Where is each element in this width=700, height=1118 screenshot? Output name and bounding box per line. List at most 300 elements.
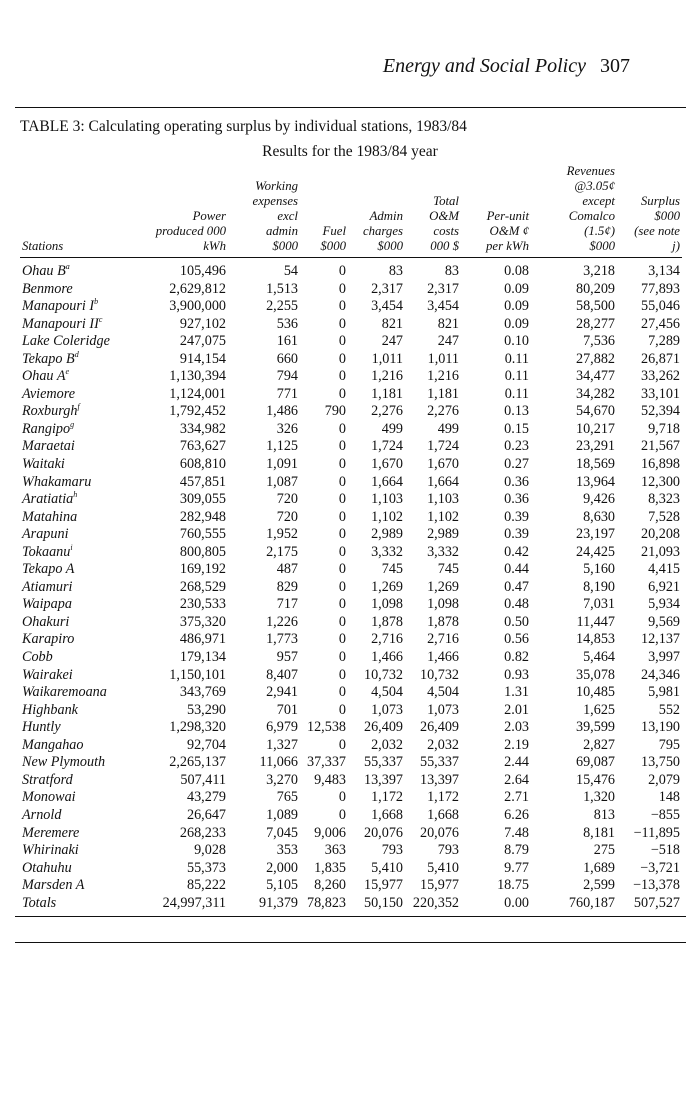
table-cell: 20,076 [363, 824, 403, 841]
table-cell: −518 [650, 842, 680, 859]
table-cell: 13,750 [640, 754, 680, 771]
table-cell: 2.64 [504, 771, 529, 788]
footnote-marker: f [77, 402, 80, 412]
table-cell: 58,500 [575, 298, 615, 315]
station-label: Mangahao [22, 736, 84, 753]
table-cell: 247 [437, 333, 459, 350]
table-cell: 55,046 [640, 298, 680, 315]
table-cell: 39,599 [575, 719, 615, 736]
table-row [20, 877, 682, 895]
table-cell: 1,216 [371, 368, 403, 385]
station-label: New Plymouth [22, 754, 106, 771]
table-cell: 54,670 [575, 403, 615, 420]
station-name [20, 772, 132, 790]
table-cell: 334,982 [179, 420, 226, 437]
table-cell: 7,289 [648, 333, 680, 350]
table-cell: 795 [658, 736, 680, 753]
table-cell: 0 [338, 473, 346, 490]
table-cell: 1,103 [371, 491, 403, 508]
table-cell: 0.56 [504, 631, 529, 648]
column-header-line: (1.5¢) [584, 224, 615, 238]
table-cell: 247 [381, 333, 403, 350]
station-label: Wairakei [22, 666, 73, 683]
table-row [20, 807, 682, 825]
table-cell: 1,486 [266, 403, 298, 420]
table-cell: 343,769 [179, 684, 226, 701]
column-header-line: Fuel [322, 224, 346, 238]
table-cell: 0.27 [504, 456, 529, 473]
table-row [20, 456, 682, 474]
column-header-line: j) [672, 239, 680, 253]
station-name [20, 895, 132, 913]
table-cell: 1,269 [371, 578, 403, 595]
table-cell: 9,569 [648, 613, 680, 630]
table-cell: 1,216 [427, 368, 459, 385]
table-cell: 375,320 [179, 613, 226, 630]
table-cell: 3,997 [648, 649, 680, 666]
table-row [20, 368, 682, 386]
station-name [20, 614, 132, 632]
table-cell: 507,411 [180, 771, 226, 788]
table-cell: 1,226 [266, 613, 298, 630]
table-cell: 1,172 [371, 789, 403, 806]
footnote-marker: a [65, 262, 70, 271]
table-cell: 608,810 [179, 456, 226, 473]
table-cell: 1,835 [314, 859, 346, 876]
table-cell: 765 [276, 789, 298, 806]
station-label: Ohau B [22, 263, 66, 279]
table-cell: 353 [276, 842, 298, 859]
table-cell: 821 [437, 315, 459, 332]
station-label: Stratford [22, 771, 73, 788]
table-row [20, 258, 682, 281]
table-cell: 763,627 [179, 438, 226, 455]
column-header-line: kWh [203, 239, 226, 253]
table-cell: 8,407 [266, 666, 298, 683]
table-cell: 23,291 [575, 438, 615, 455]
table-cell: 54 [283, 263, 298, 279]
column-header-line: 000 $ [430, 239, 459, 253]
table-cell: 91,379 [258, 894, 298, 911]
table-cell: 3,332 [371, 543, 403, 560]
table-cell: 0 [338, 736, 346, 753]
station-name [20, 509, 132, 527]
table-cell: 552 [658, 701, 680, 718]
station-name [20, 860, 132, 878]
table-cell: 4,415 [648, 561, 680, 578]
table-cell: 77,893 [640, 280, 680, 297]
table-cell: 1,181 [427, 385, 459, 402]
table-cell: 1,011 [371, 350, 403, 367]
column-header-4 [348, 164, 405, 258]
table-cell: 717 [276, 596, 298, 613]
table-cell: 3,218 [583, 263, 615, 279]
table-cell: 0 [338, 333, 346, 350]
table-cell: 8,181 [583, 824, 615, 841]
table-cell: 1,103 [427, 491, 459, 508]
table-cell: 0 [338, 420, 346, 437]
page-number: 307 [600, 55, 630, 77]
column-header-line: @3.05¢ [574, 179, 615, 193]
table-cell: 1,327 [266, 736, 298, 753]
table-cell: 7,031 [583, 596, 615, 613]
table-cell: 2,989 [371, 526, 403, 543]
table-cell: 1.31 [504, 684, 529, 701]
station-name [20, 421, 132, 439]
column-header-line: costs [433, 224, 459, 238]
table-cell: 0 [338, 561, 346, 578]
table-cell: 1,320 [583, 789, 615, 806]
station-name [20, 737, 132, 755]
station-label: Aratiatia [22, 491, 74, 508]
table-cell: 8.79 [504, 842, 529, 859]
station-label: Tokaanu [22, 543, 71, 560]
table-cell: 83 [388, 263, 403, 279]
table-cell: 0 [338, 491, 346, 508]
table-cell: 5,410 [427, 859, 459, 876]
table-cell: 0 [338, 280, 346, 297]
column-header-line: $000 [377, 239, 403, 253]
table-cell: 0.48 [504, 596, 529, 613]
table-cell: 7,045 [266, 824, 298, 841]
table-cell: 745 [381, 561, 403, 578]
table-cell: 2,032 [427, 736, 459, 753]
table-row [20, 772, 682, 790]
table-cell: 23,197 [575, 526, 615, 543]
table-cell: 536 [276, 315, 298, 332]
table-cell: 2.19 [504, 736, 529, 753]
table-cell: 3,332 [427, 543, 459, 560]
table-row [20, 298, 682, 316]
table-cell: 9,028 [194, 842, 226, 859]
table-cell: 0.47 [504, 578, 529, 595]
table-cell: 1,124,001 [169, 385, 226, 402]
table-cell: 7,536 [583, 333, 615, 350]
table-header-row [20, 164, 682, 258]
table-cell: 2,629,812 [169, 280, 226, 297]
table-cell: 16,898 [640, 456, 680, 473]
table-cell: 2,716 [427, 631, 459, 648]
table-cell: 0 [338, 526, 346, 543]
table-row [20, 860, 682, 878]
column-header-line: Comalco [568, 209, 615, 223]
table-cell: 282,948 [179, 508, 226, 525]
column-header-5 [405, 164, 461, 258]
column-header-8 [617, 164, 682, 258]
station-name [20, 649, 132, 667]
table-row [20, 281, 682, 299]
station-label: Tekapo A [22, 561, 75, 578]
table-row [20, 702, 682, 720]
station-name [20, 561, 132, 579]
table-cell: 1,073 [371, 701, 403, 718]
table-cell: 0.39 [504, 508, 529, 525]
footnote-marker: g [70, 419, 75, 429]
table-cell: 0 [338, 806, 346, 823]
table-cell: 499 [381, 420, 403, 437]
column-header-line: excl [277, 209, 298, 223]
table-cell: 507,527 [633, 894, 680, 911]
table-cell: 1,668 [371, 806, 403, 823]
table-cell: 9,006 [314, 824, 346, 841]
table-cell: 1,668 [427, 806, 459, 823]
table-cell: 161 [276, 333, 298, 350]
station-name [20, 474, 132, 492]
station-name [20, 258, 132, 281]
table-cell: 8,323 [648, 491, 680, 508]
table-cell: 1,625 [583, 701, 615, 718]
table-cell: 268,529 [179, 578, 226, 595]
table-cell: 1,466 [371, 649, 403, 666]
table-cell: 793 [437, 842, 459, 859]
table-cell: 2,032 [371, 736, 403, 753]
table-cell: 326 [276, 420, 298, 437]
table-row [20, 684, 682, 702]
station-name [20, 298, 132, 316]
station-label: Whirinaki [22, 842, 79, 859]
table-cell: 487 [276, 561, 298, 578]
station-label: Manapouri II [22, 315, 99, 332]
station-name [20, 807, 132, 825]
table-cell: 829 [276, 578, 298, 595]
table-row [20, 561, 682, 579]
table-cell: 9,483 [314, 771, 346, 788]
footnote-marker: e [65, 367, 70, 377]
column-header-line: $000 [320, 239, 346, 253]
table-cell: 1,089 [266, 806, 298, 823]
table-cell: 6.26 [504, 806, 529, 823]
table-cell: 9,718 [648, 420, 680, 437]
station-label: Otahuhu [22, 859, 72, 876]
column-header-line: $000 [272, 239, 298, 253]
table-cell: 1,670 [427, 456, 459, 473]
table-cell: 230,533 [179, 596, 226, 613]
table-cell: 1,664 [427, 473, 459, 490]
table-cell: −11,895 [633, 824, 680, 841]
table-cell: 0.82 [504, 649, 529, 666]
table-cell: 27,882 [575, 350, 615, 367]
table-cell: 0.11 [504, 385, 529, 402]
station-label: Arnold [22, 806, 62, 823]
table-cell: 1,102 [371, 508, 403, 525]
table-cell: 957 [276, 649, 298, 666]
table-row [20, 351, 682, 369]
table-row [20, 333, 682, 351]
table-cell: 0 [338, 789, 346, 806]
table-cell: 52,394 [640, 403, 680, 420]
table-row [20, 825, 682, 843]
table-cell: 1,098 [371, 596, 403, 613]
table-cell: 12,300 [640, 473, 680, 490]
table-cell: 55,337 [419, 754, 459, 771]
table-cell: 0.36 [504, 491, 529, 508]
table-cell: 1,102 [427, 508, 459, 525]
table-cell: 927,102 [179, 315, 226, 332]
table-cell: 1,466 [427, 649, 459, 666]
station-label: Highbank [22, 701, 78, 718]
table-cell: 1,011 [427, 350, 459, 367]
table-cell: 18,569 [575, 456, 615, 473]
table-cell: 6,979 [266, 719, 298, 736]
table-cell: 790 [324, 403, 346, 420]
table-cell: 53,290 [186, 701, 226, 718]
table-cell: 10,732 [419, 666, 459, 683]
table-cell: 69,087 [575, 754, 615, 771]
table-cell: 148 [658, 789, 680, 806]
table-cell: 0 [338, 385, 346, 402]
station-label: Monowai [22, 789, 76, 806]
column-header-line: Revenues [566, 164, 615, 178]
column-header-line: Stations [22, 239, 64, 253]
station-label: Aviemore [22, 385, 76, 402]
table-cell: 24,997,311 [162, 894, 226, 911]
table-cell: 13,964 [575, 473, 615, 490]
station-label: Ohakuri [22, 613, 70, 630]
table-row [20, 842, 682, 860]
table-cell: 660 [276, 350, 298, 367]
table-cell: 8,260 [314, 877, 346, 894]
table-cell: 2,317 [427, 280, 459, 297]
table-cell: 800,805 [179, 543, 226, 560]
table-cell: 771 [276, 385, 298, 402]
station-name [20, 351, 132, 369]
column-header-3 [300, 164, 348, 258]
table-cell: 78,823 [306, 894, 346, 911]
table-cell: 28,277 [575, 315, 615, 332]
column-header-line: Admin [369, 209, 403, 223]
table-cell: 720 [276, 508, 298, 525]
table-cell: 1,952 [266, 526, 298, 543]
table-cell: 1,125 [266, 438, 298, 455]
table-cell: 50,150 [363, 894, 403, 911]
footnote-marker: i [70, 542, 73, 552]
table-cell: 2,827 [583, 736, 615, 753]
station-label: Totals [22, 894, 57, 911]
table-row [20, 579, 682, 597]
table-cell: 4,504 [427, 684, 459, 701]
table-cell: 0.09 [504, 298, 529, 315]
table-cell: 20,208 [640, 526, 680, 543]
table-cell: 0 [338, 508, 346, 525]
table-cell: 11,066 [259, 754, 298, 771]
table-cell: 0.09 [504, 315, 529, 332]
table-cell: 0 [338, 263, 346, 279]
table-cell: 5,464 [583, 649, 615, 666]
table-row [20, 737, 682, 755]
column-header-line: Power [192, 209, 226, 223]
table-cell: 26,409 [419, 719, 459, 736]
running-head-title: Energy and Social Policy [382, 55, 586, 77]
table-cell: 1,689 [583, 859, 615, 876]
station-name [20, 316, 132, 334]
table-cell: 486,971 [179, 631, 226, 648]
table-cell: 21,093 [640, 543, 680, 560]
table-cell: 914,154 [179, 350, 226, 367]
table-cell: 3,454 [427, 298, 459, 315]
table-cell: 275 [593, 842, 615, 859]
footnote-marker: c [98, 314, 103, 324]
table-cell: 794 [276, 368, 298, 385]
station-name [20, 877, 132, 895]
table-cell: 2,000 [266, 859, 298, 876]
table-cell: 0.13 [504, 403, 529, 420]
table-cell: 0 [338, 368, 346, 385]
station-name [20, 544, 132, 562]
table-cell: 760,187 [568, 894, 615, 911]
station-name [20, 702, 132, 720]
table-cell: 0.36 [504, 473, 529, 490]
table-cell: 1,298,320 [169, 719, 226, 736]
table-cell: 1,091 [266, 456, 298, 473]
table-cell: 26,871 [640, 350, 680, 367]
table-cell: 2.44 [504, 754, 529, 771]
table-cell: 5,410 [371, 859, 403, 876]
station-name [20, 842, 132, 860]
table-cell: 0 [338, 543, 346, 560]
table-cell: 701 [276, 701, 298, 718]
table-cell: 24,346 [640, 666, 680, 683]
station-name [20, 491, 132, 509]
station-name [20, 368, 132, 386]
table-row [20, 754, 682, 772]
table-cell: 24,425 [575, 543, 615, 560]
table-caption: TABLE 3: Calculating operating surplus by individual stations, 1983/84 [20, 118, 467, 135]
table-row [20, 403, 682, 421]
column-header-line: admin [266, 224, 298, 238]
table-cell: 2,175 [266, 543, 298, 560]
column-header-0 [20, 164, 132, 258]
footnote-marker: d [74, 349, 79, 359]
table-cell: 5,981 [648, 684, 680, 701]
table-cell: 2,599 [583, 877, 615, 894]
table-cell: 0 [338, 684, 346, 701]
table-cell: 2,079 [648, 771, 680, 788]
table-cell: 27,456 [640, 315, 680, 332]
station-label: Waitaki [22, 456, 65, 473]
station-label: Waipapa [22, 596, 72, 613]
column-header-7 [531, 164, 617, 258]
table-cell: 1,087 [266, 473, 298, 490]
table-cell: 1,172 [427, 789, 459, 806]
table-cell: 1,878 [371, 613, 403, 630]
table-cell: 26,647 [186, 806, 226, 823]
table-cell: 5,105 [266, 877, 298, 894]
table-cell: 0.08 [504, 263, 529, 279]
station-name [20, 684, 132, 702]
table-cell: 0.44 [504, 561, 529, 578]
table-cell: 0.10 [504, 333, 529, 350]
table-body [20, 258, 682, 913]
table-cell: 2.01 [504, 701, 529, 718]
table-cell: 10,217 [575, 420, 615, 437]
column-header-2 [228, 164, 300, 258]
table-cell: 720 [276, 491, 298, 508]
table-cell: 1,670 [371, 456, 403, 473]
top-rule [15, 107, 686, 108]
table-cell: 0 [338, 315, 346, 332]
table-cell: 0 [338, 298, 346, 315]
table-cell: 3,134 [648, 263, 680, 279]
table-cell: 2,276 [371, 403, 403, 420]
bottom-rule-2 [15, 942, 686, 943]
table-cell: 55,373 [186, 859, 226, 876]
table-cell: 20,076 [419, 824, 459, 841]
table-cell: 12,137 [640, 631, 680, 648]
table-cell: 83 [444, 263, 459, 279]
table-cell: 1,724 [427, 438, 459, 455]
table-row [20, 789, 682, 807]
table-row [20, 544, 682, 562]
